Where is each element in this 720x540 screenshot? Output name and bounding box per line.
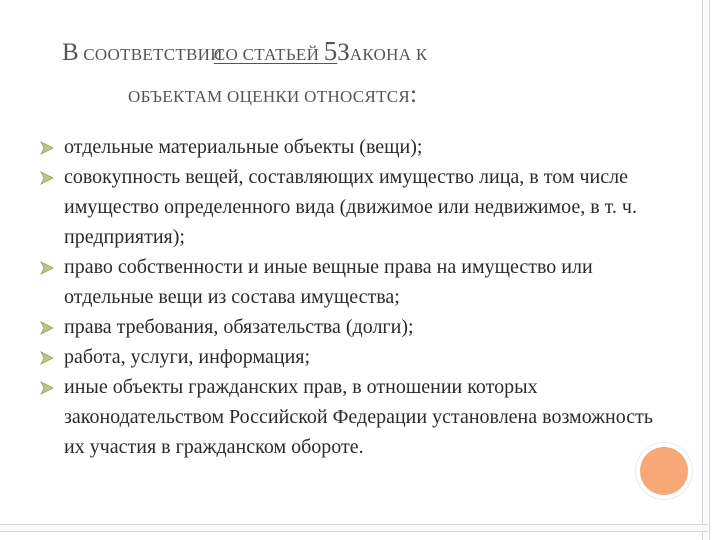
- list-item: [40, 132, 670, 162]
- list-item: [40, 162, 670, 252]
- objects-list: [40, 132, 670, 462]
- list-item-text: иные объекты гражданских прав, в отношении которых законодательством Российской Федерации установлена возможность их участия в гражданском обороте.: [64, 376, 653, 458]
- list-item: [40, 312, 670, 342]
- title-colon: :: [410, 81, 417, 108]
- list-item: [40, 372, 670, 462]
- title-line-2: [128, 82, 417, 107]
- list-item-text: право собственности и иные вещные права на имущество или отдельные вещи из состава имущества;: [64, 256, 593, 308]
- arrowhead-bullet-icon: [40, 171, 54, 185]
- title-word-zakona: АКОНА К: [349, 45, 428, 64]
- list-item: [40, 252, 670, 312]
- title-cap-letter-z: З: [337, 39, 350, 66]
- list-item-text: права требования, обязательства (долги);: [64, 316, 414, 338]
- title-cap-letter: В: [62, 39, 79, 66]
- arrowhead-bullet-icon: [40, 381, 54, 395]
- title-link-so-statey: СО СТАТЬЕЙ: [213, 45, 324, 64]
- title-line-1: [62, 38, 427, 65]
- arrowhead-bullet-icon: [40, 261, 54, 275]
- title-word-sootvetstvii: СООТВЕТСТВИИ: [78, 45, 223, 64]
- list-item-text: работа, услуги, информация;: [64, 346, 311, 368]
- arrowhead-bullet-icon: [40, 141, 54, 155]
- arrowhead-bullet-icon: [40, 351, 54, 365]
- list-item-text: отдельные материальные объекты (вещи);: [64, 136, 423, 158]
- title-article-number: 5: [323, 36, 338, 66]
- list-item: [40, 342, 670, 372]
- title-line-2-text: ОБЪЕКТАМ ОЦЕНКИ ОТНОСЯТСЯ: [128, 87, 411, 106]
- arrowhead-bullet-icon: [40, 321, 54, 335]
- list-item-text: совокупность вещей, составляющих имущество лица, в том числе имущество определенного вида (движимое или недвижимое, в т. ч. предприятия);: [64, 166, 637, 248]
- frame-bottom-decoration: [0, 524, 708, 532]
- frame-right-decoration: [702, 0, 710, 540]
